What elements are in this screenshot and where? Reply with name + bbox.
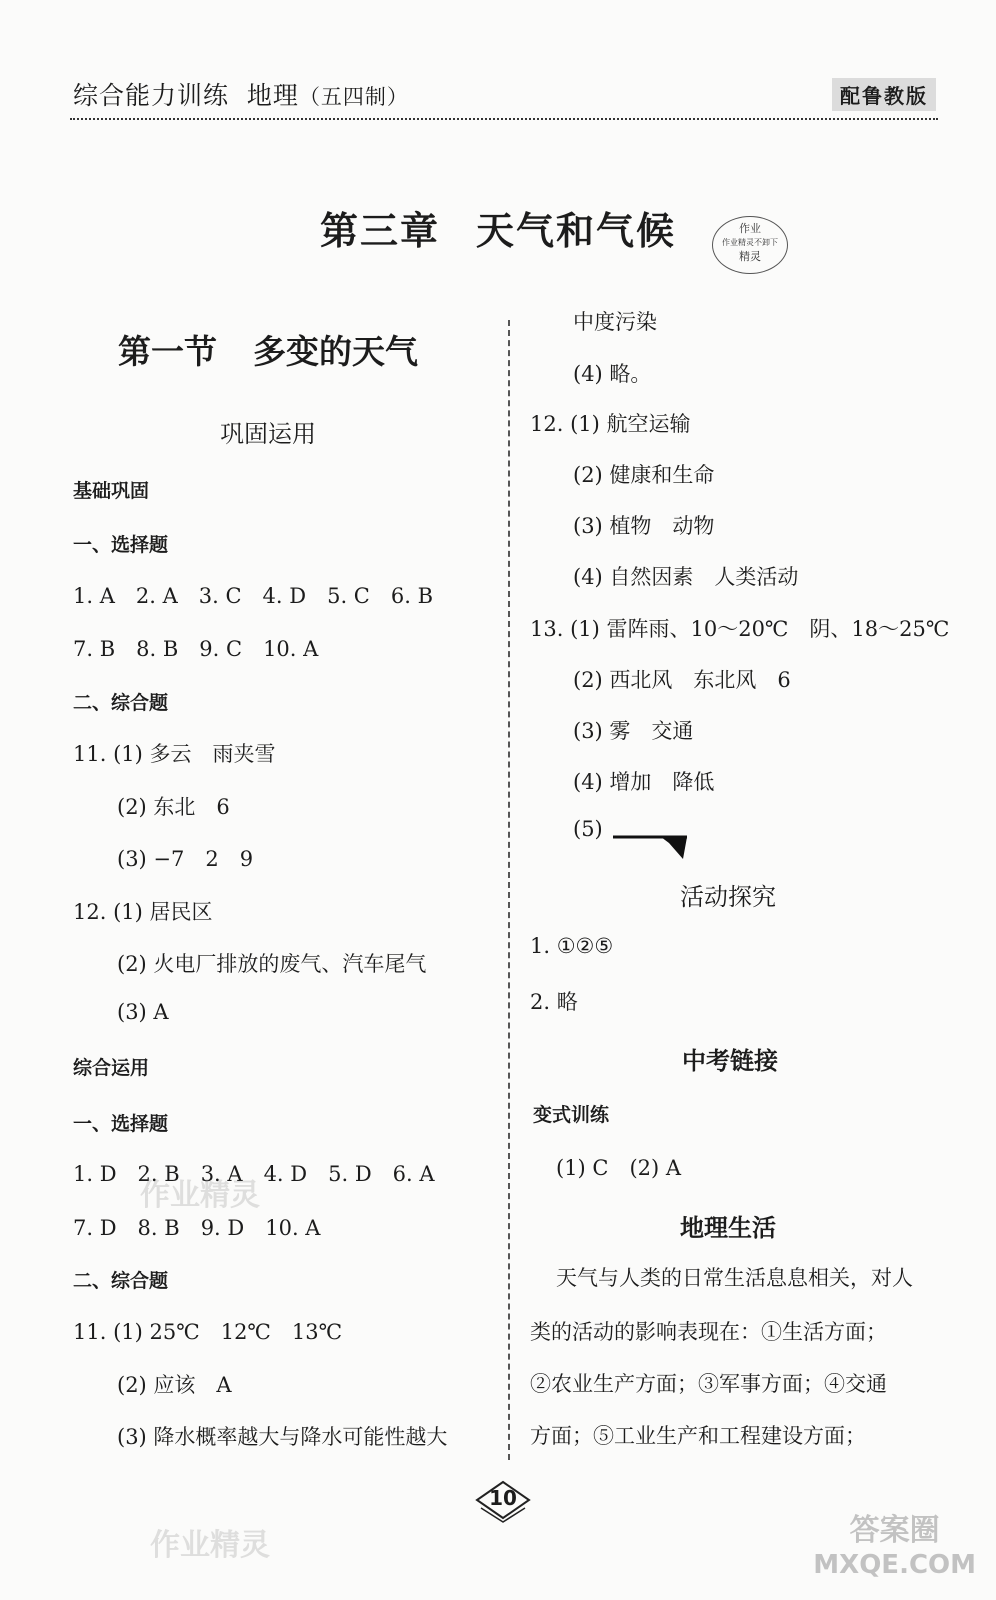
answer-line: 7. D 8. B 9. D 10. A	[73, 1216, 321, 1240]
heading-choice: 一、选择题	[73, 1113, 169, 1135]
paragraph-line: 方面；⑤工业生产和工程建设方面；	[530, 1424, 866, 1448]
answer-line: 11. (1) 多云 雨夹雪	[73, 742, 276, 766]
answer-line: 12. (1) 居民区	[73, 900, 213, 924]
answer-line: (2) 东北 6	[117, 795, 230, 819]
heading-choice: 一、选择题	[73, 534, 169, 556]
page-number: 10	[489, 1486, 517, 1510]
chapter-title	[0, 200, 996, 255]
answer-line: (3) 降水概率越大与降水可能性越大	[117, 1425, 448, 1449]
heading-comprehensive: 二、综合题	[73, 1270, 169, 1292]
heading-apply: 综合运用	[73, 1057, 150, 1079]
watermark: 作业精灵	[140, 1178, 260, 1213]
header-divider	[70, 118, 938, 120]
answer-line: (2) 火电厂排放的废气、汽车尾气	[117, 952, 427, 976]
answer-line: (3) 雾 交通	[573, 719, 694, 743]
corner-watermark: 答案圈 MXQE.COM	[813, 1513, 976, 1580]
answer-line: (1) C (2) A	[556, 1156, 682, 1180]
subsection-heading: 巩固运用	[220, 420, 316, 448]
answer-line: 1. D 2. B 3. A 4. D 5. D 6. A	[73, 1162, 435, 1186]
paragraph-line: 类的活动的影响表现在：①生活方面；	[530, 1320, 887, 1344]
heading-exam-link: 中考链接	[682, 1047, 778, 1075]
answer-line: 1. ①②⑤	[530, 934, 614, 958]
edition-label: （五四制）	[298, 85, 409, 109]
heading-comprehensive: 二、综合题	[73, 692, 169, 714]
answer-line: 12. (1) 航空运输	[530, 412, 691, 436]
publisher-tag: 配鲁教版	[832, 78, 936, 111]
heading-activity: 活动探究	[680, 883, 776, 911]
answer-line: (2) 应该 A	[117, 1373, 232, 1397]
answer-line: (4) 略。	[573, 362, 652, 386]
heading-basic: 基础巩固	[73, 480, 150, 502]
watermark: 作业精灵	[150, 1528, 270, 1563]
answer-line: (2) 健康和生命	[573, 463, 715, 487]
wind-symbol-icon	[613, 833, 689, 859]
chapter-name: 天气和气候	[476, 209, 677, 253]
answer-line: 2. 略	[530, 990, 578, 1014]
answer-line: 中度污染	[573, 310, 657, 334]
paragraph-line: ②农业生产方面；③军事方面；④交通	[530, 1372, 887, 1396]
heading-geo-life: 地理生活	[680, 1214, 776, 1242]
subject-label: 地理	[246, 81, 299, 110]
answer-line: 7. B 8. B 9. C 10. A	[73, 637, 319, 661]
heading-variant: 变式训练	[533, 1104, 610, 1126]
answer-line: (5)	[573, 817, 603, 841]
answer-line: 11. (1) 25℃ 12℃ 13℃	[73, 1320, 343, 1344]
book-title: 综合能力训练	[73, 81, 230, 110]
header-title	[73, 76, 409, 112]
answer-line: (3) 植物 动物	[573, 514, 715, 538]
chapter-number: 第三章	[319, 209, 440, 253]
stamp: 作业 作业精灵不卸下 精灵	[712, 216, 788, 274]
section-title: 第一节 多变的天气	[118, 332, 418, 371]
column-divider	[508, 320, 510, 1460]
answer-line: 1. A 2. A 3. C 4. D 5. C 6. B	[73, 584, 434, 608]
paragraph-line: 天气与人类的日常生活息息相关，对人	[556, 1266, 913, 1290]
answer-line: (3) −7 2 9	[117, 847, 254, 871]
answer-line: (4) 增加 降低	[573, 770, 715, 794]
answer-line: (4) 自然因素 人类活动	[573, 565, 799, 589]
answer-line: (3) A	[117, 1000, 169, 1024]
answer-line: (2) 西北风 东北风 6	[573, 668, 791, 692]
answer-line: 13. (1) 雷阵雨、10～20℃ 阴、18～25℃	[530, 617, 950, 641]
